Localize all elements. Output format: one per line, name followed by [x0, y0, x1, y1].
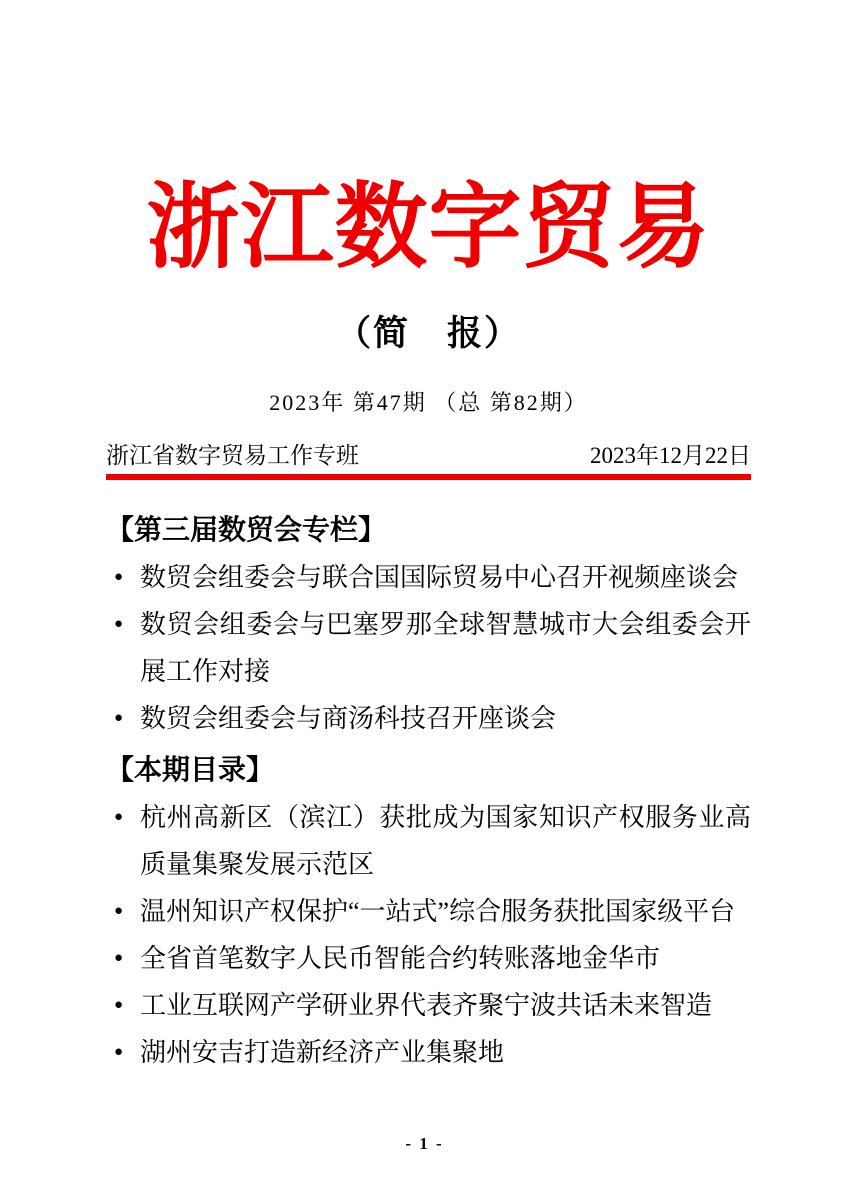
page-subtitle: （简 报）	[335, 314, 521, 354]
list-item	[106, 601, 751, 695]
bullet-icon: ●	[114, 997, 124, 1014]
publisher-name: 浙江省数字贸易工作专班	[106, 443, 359, 469]
bullet-icon: ●	[114, 710, 124, 727]
item-text: 温州知识产权保护“一站式”综合服务获批国家级平台	[140, 897, 736, 927]
item-text: 数贸会组委会与联合国国际贸易中心召开视频座谈会	[140, 563, 739, 593]
item-text: 全省首笔数字人民币智能合约转账落地金华市	[140, 944, 661, 974]
list-item	[106, 888, 751, 935]
toc-section	[106, 512, 751, 742]
list-item	[106, 982, 751, 1029]
section-heading: 【第三届数贸会专栏】	[106, 514, 387, 546]
bullet-icon: ●	[114, 903, 124, 920]
page-title: 浙江数字贸易	[146, 177, 711, 280]
list-item	[106, 935, 751, 982]
bullet-icon: ●	[114, 950, 124, 967]
section-heading: 【本期目录】	[106, 754, 275, 786]
publication-date: 2023年12月22日	[590, 443, 751, 469]
item-list	[106, 794, 751, 1076]
bullet-icon: ●	[114, 809, 124, 826]
item-text: 数贸会组委会与商汤科技召开座谈会	[140, 704, 557, 734]
item-text: 数贸会组委会与巴塞罗那全球智慧城市大会组委会开展工作对接	[140, 610, 751, 687]
item-text: 杭州高新区（滨江）获批成为国家知识产权服务业高质量集聚发展示范区	[140, 803, 751, 880]
bullet-icon: ●	[114, 569, 124, 586]
list-item	[106, 794, 751, 888]
list-item	[106, 695, 751, 742]
masthead-divider	[106, 474, 751, 480]
item-list	[106, 554, 751, 742]
issue-number: 2023年 第47期 （总 第82期）	[269, 390, 588, 416]
item-text: 湖州安吉打造新经济产业集聚地	[140, 1038, 505, 1068]
item-text: 工业互联网产学研业界代表齐聚宁波共话未来智造	[140, 991, 713, 1021]
bullet-icon: ●	[114, 616, 124, 633]
list-item	[106, 1029, 751, 1076]
table-of-contents	[106, 512, 751, 1076]
toc-section	[106, 752, 751, 1076]
masthead	[106, 172, 751, 480]
list-item	[106, 554, 751, 601]
publisher-row	[106, 441, 751, 471]
bullet-icon: ●	[114, 1044, 124, 1061]
page-number: - 1 -	[405, 1134, 444, 1153]
